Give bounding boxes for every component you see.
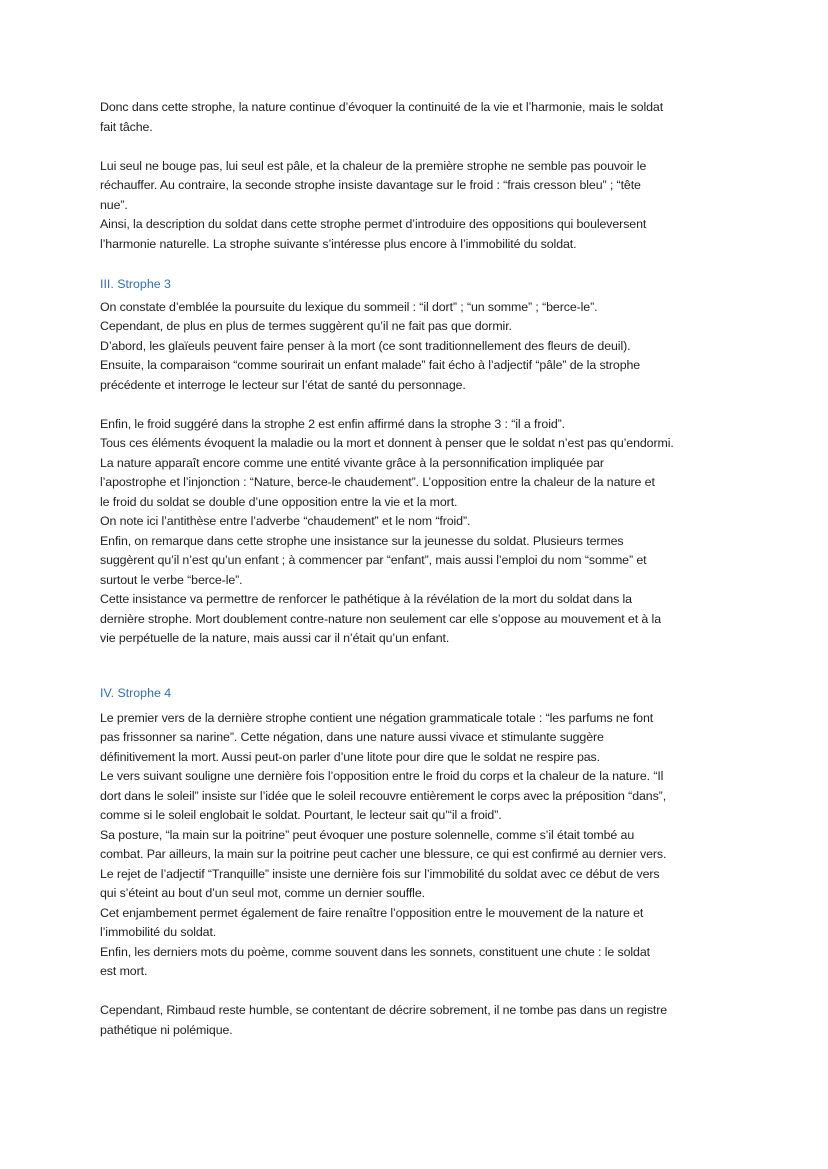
text-line: l’immobilité du soldat.	[100, 925, 217, 939]
text-line: Cette insistance va permettre de renforcer le pathétique à la révélation de la mort du soldat dans la	[100, 592, 632, 606]
text-line: le froid du soldat se double d’une opposition entre la vie et la mort.	[100, 494, 458, 509]
text-line: surtout le verbe “berce-le”.	[100, 572, 243, 587]
blank-line	[100, 395, 674, 415]
intro-paragraphs	[100, 98, 663, 254]
text-line: définitivement la mort. Aussi peut-on parler d’une litote pour dire que le soldat ne respire pas.	[100, 749, 600, 764]
text-line: précédente et interroge le lecteur sur l’état de santé du personnage.	[100, 377, 466, 392]
text-line: qui s’éteint au bout d’un seul mot, comme un dernier souffle.	[100, 886, 425, 900]
text-line: Sa posture, “la main sur la poitrine” peut évoquer une posture solennelle, comme s’il était tombé au	[100, 827, 635, 842]
section-heading-strophe-3: III. Strophe 3	[100, 277, 171, 291]
text-line: On constate d’emblée la poursuite du lexique du sommeil : “il dort” ; “un somme” ; “berce-le”.	[100, 299, 598, 314]
text-line: Enfin, le froid suggéré dans la strophe 2 est enfin affirmé dans la strophe 3 : “il a froid”.	[100, 416, 566, 431]
text-line: Cependant, de plus en plus de termes suggèrent qu’il ne fait pas que dormir.	[100, 319, 512, 333]
text-line: Le vers suivant souligne une dernière fois l’opposition entre le froid du corps et la chaleur de la nature. “Il	[100, 769, 664, 783]
text-line: l’harmonie naturelle. La strophe suivante s’intéresse plus encore à l’immobilité du soldat.	[100, 236, 577, 251]
text-line: Le rejet de l’adjectif “Tranquille” insiste une dernière fois sur l’immobilité du soldat avec ce début de vers	[100, 866, 660, 881]
section-3-body	[100, 298, 674, 649]
text-line: pas frissonner sa narine”. Cette négation, dans une nature aussi vivace et stimulante suggère	[100, 730, 604, 744]
section-3	[100, 275, 674, 649]
text-line: Cependant, Rimbaud reste humble, se contentant de décrire sobrement, il ne tombe pas dans un registre	[100, 1003, 668, 1017]
text-line: La nature apparaît encore comme une entité vivante grâce à la personnification impliquée par	[100, 455, 604, 470]
text-line: l’apostrophe et l’injonction : “Nature, berce-le chaudement”. L’opposition entre la chaleur de la nature et	[100, 475, 655, 489]
text-line: suggèrent qu’il n’est qu’un enfant ; à commencer par “enfant”, mais aussi l’emploi du nom “somme” et	[100, 553, 647, 567]
blank-line	[100, 137, 663, 157]
text-line: Ainsi, la description du soldat dans cette strophe permet d’introduire des oppositions qui bouleversent	[100, 217, 647, 231]
text-line: Enfin, on remarque dans cette strophe une insistance sur la jeunesse du soldat. Plusieurs termes	[100, 533, 624, 548]
text-line: combat. Par ailleurs, la main sur la poitrine peut cacher une blessure, ce qui est confirmé au dernier vers.	[100, 847, 667, 861]
text-line: Ensuite, la comparaison “comme sourirait un enfant malade” fait écho à l’adjectif “pâle” de la strophe	[100, 358, 641, 372]
text-line: On note ici l’antithèse entre l’adverbe “chaudement” et le nom “froid”.	[100, 514, 471, 528]
text-line: dernière strophe. Mort doublement contre-nature non seulement car elle s’oppose au mouvement et à la	[100, 611, 661, 626]
text-line: Le premier vers de la dernière strophe contient une négation grammaticale totale : “les parfums ne font	[100, 710, 654, 725]
text-line: Tous ces éléments évoquent la maladie ou la mort et donnent à penser que le soldat n’est pas qu’endormi.	[100, 436, 674, 450]
section-heading-strophe-4: IV. Strophe 4	[100, 686, 172, 700]
text-line: Enfin, les derniers mots du poème, comme souvent dans les sonnets, constituent une chute : le soldat	[100, 944, 650, 959]
text-line: fait tâche.	[100, 119, 153, 134]
text-line: est mort.	[100, 964, 148, 978]
text-line: Lui seul ne bouge pas, lui seul est pâle, et la chaleur de la première strophe ne semble pas pouvoir le	[100, 158, 647, 173]
text-line: nue”.	[100, 197, 128, 212]
blank-line	[100, 982, 667, 1002]
text-line: D’abord, les glaïeuls peuvent faire penser à la mort (ce sont traditionnellement des fleurs de deuil).	[100, 338, 631, 353]
text-line: comme si le soleil englobait le soldat. Pourtant, le lecteur sait qu’“il a froid”.	[100, 808, 502, 822]
text-line: dort dans le soleil” insiste sur l’idée que le soleil recouvre entièrement le corps avec la préposition “dans”,	[100, 788, 667, 803]
section-4	[100, 684, 667, 1040]
section-4-body	[100, 709, 667, 1041]
text-line: pathétique ni polémique.	[100, 1022, 233, 1037]
text-line: vie perpétuelle de la nature, mais aussi car il n’était qu’un enfant.	[100, 631, 450, 645]
text-line: Cet enjambement permet également de faire renaître l’opposition entre le mouvement de la nature et	[100, 905, 644, 920]
text-line: réchauffer. Au contraire, la seconde strophe insiste davantage sur le froid : “frais cresson bleu” ; “tête	[100, 178, 641, 192]
text-line: Donc dans cette strophe, la nature continue d’évoquer la continuité de la vie et l’harmonie, mais le soldat	[100, 100, 664, 114]
